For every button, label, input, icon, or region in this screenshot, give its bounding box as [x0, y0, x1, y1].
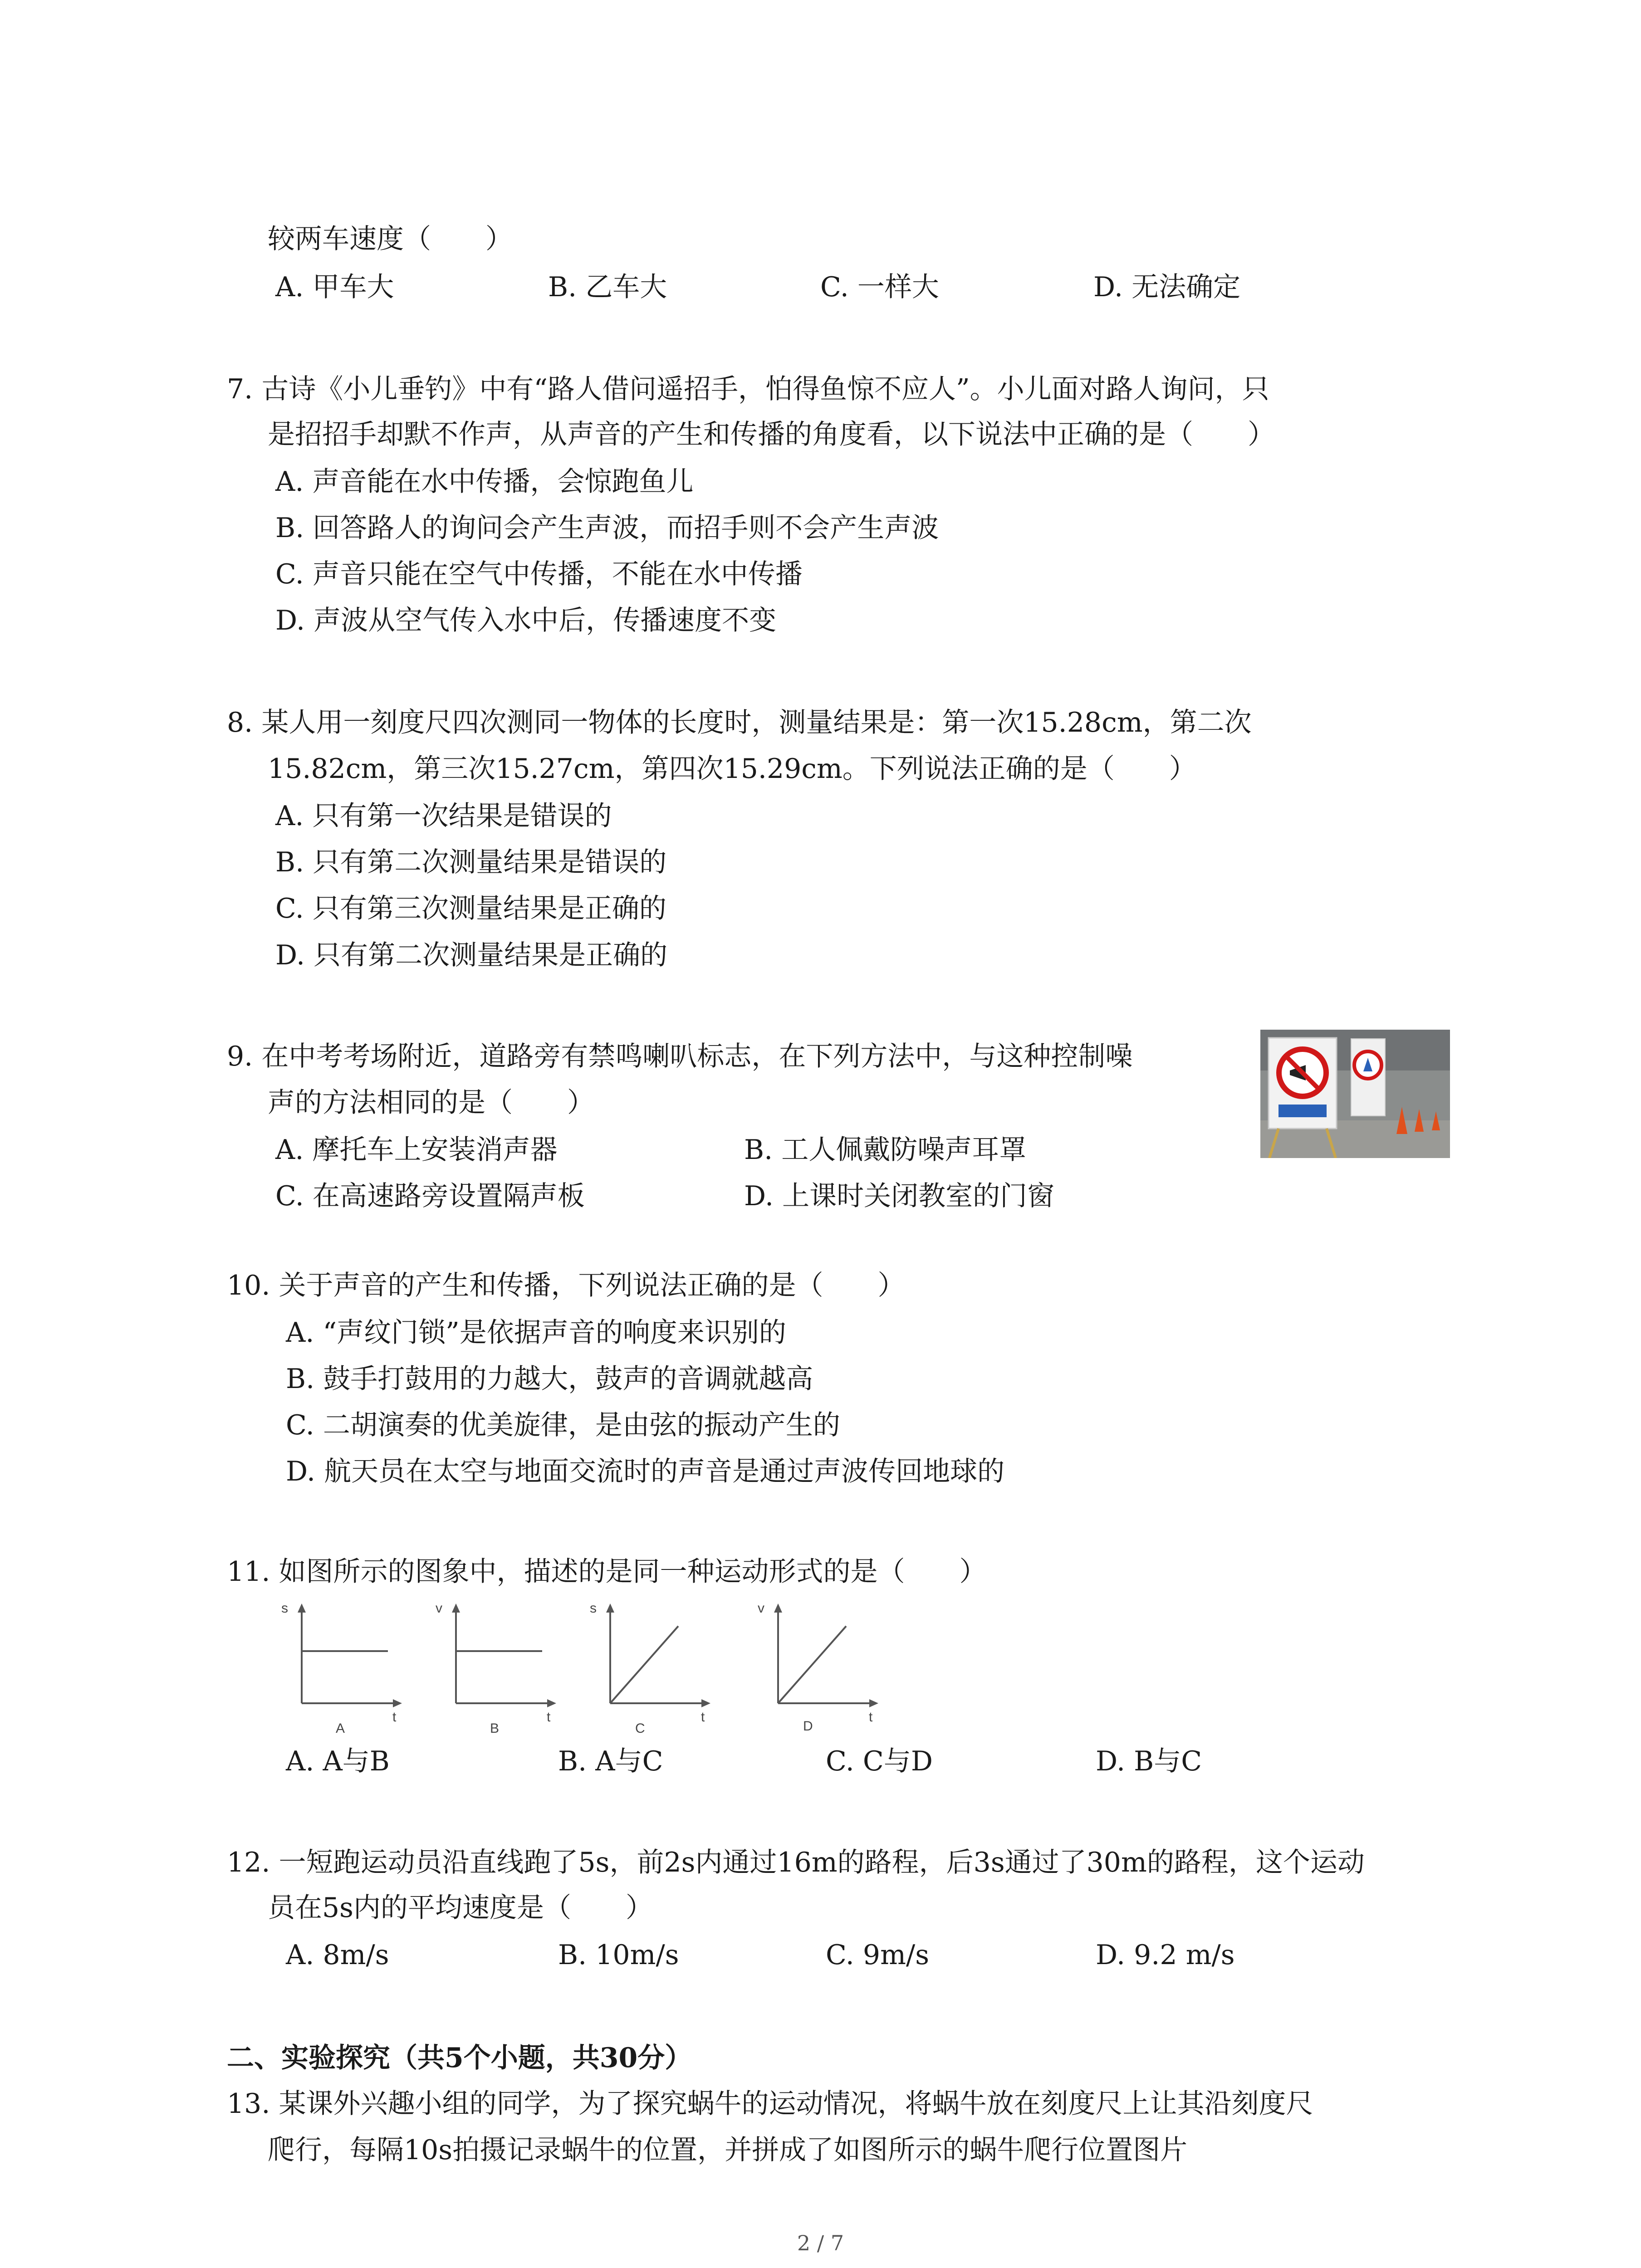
q8-option-b: B. 只有第二次测量结果是错误的: [275, 846, 667, 878]
q8-option-d: D. 只有第二次测量结果是正确的: [275, 939, 668, 971]
graph-a-caption: A: [336, 1721, 345, 1736]
graph-d-x-label: t: [869, 1710, 873, 1725]
graph-d-caption: D: [803, 1719, 813, 1734]
q6-option-d: D. 无法确定: [1093, 271, 1241, 303]
q7-option-d: D. 声波从空气传入水中后，传播速度不变: [275, 605, 777, 636]
q10-option-b: B. 鼓手打鼓用的力越大，鼓声的音调就越高: [286, 1363, 813, 1395]
graph-d: [744, 1599, 880, 1737]
graph-a: [268, 1599, 404, 1737]
q9-option-b: B. 工人佩戴防噪声耳罩: [744, 1134, 1027, 1166]
q8-stem-line1: 8. 某人用一刻度尺四次测同一物体的长度时，测量结果是：第一次15.28cm，第二次: [227, 707, 1252, 738]
q12-option-c: C. 9m/s: [826, 1939, 929, 1971]
q12-stem-line2: 员在5s内的平均速度是（ ）: [268, 1892, 653, 1924]
graph-b-x-label: t: [547, 1710, 551, 1725]
graph-b-y-label: v: [436, 1601, 442, 1616]
q7-stem-line2: 是招招手却默不作声，从声音的产生和传播的角度看，以下说法中正确的是（ ）: [268, 419, 1275, 450]
q13-stem-line1: 13. 某课外兴趣小组的同学，为了探究蜗牛的运动情况，将蜗牛放在刻度尺上让其沿刻度尺: [227, 2088, 1313, 2120]
q6-option-a: A. 甲车大: [275, 271, 394, 303]
graph-a-x-label: t: [392, 1710, 397, 1725]
q8-option-a: A. 只有第一次结果是错误的: [275, 800, 612, 832]
q7-option-c: C. 声音只能在空气中传播，不能在水中传播: [275, 558, 803, 590]
section-heading: 二、实验探究（共5个小题，共30分）: [227, 2042, 692, 2074]
q6-continuation: 较两车速度（ ）: [268, 223, 513, 255]
q7-stem-line1: 7. 古诗《小儿垂钓》中有“路人借问遥招手，怕得鱼惊不应人”。小儿面对路人询问，只: [227, 373, 1269, 405]
q11-option-a: A. A与B: [286, 1745, 390, 1777]
q12-option-d: D. 9.2 m/s: [1096, 1939, 1235, 1971]
graph-c-caption: C: [635, 1721, 645, 1736]
graph-c-x-label: t: [701, 1710, 705, 1725]
graph-c: [576, 1599, 712, 1737]
q9-stem-line1: 9. 在中考考场附近，道路旁有禁鸣喇叭标志，在下列方法中，与这种控制噪: [227, 1041, 1133, 1072]
graph-c-y-label: s: [590, 1601, 597, 1616]
q9-option-a: A. 摩托车上安装消声器: [275, 1134, 558, 1166]
q10-option-c: C. 二胡演奏的优美旋律，是由弦的振动产生的: [286, 1409, 840, 1441]
q11-option-d: D. B与C: [1096, 1745, 1202, 1777]
q11-stem: 11. 如图所示的图象中，描述的是同一种运动形式的是（ ）: [227, 1556, 987, 1588]
q10-stem: 10. 关于声音的产生和传播，下列说法正确的是（ ）: [227, 1270, 905, 1301]
graph-b: [422, 1599, 558, 1737]
q9-option-d: D. 上课时关闭教室的门窗: [744, 1180, 1055, 1212]
graph-a-y-label: s: [281, 1601, 288, 1616]
q12-option-a: A. 8m/s: [286, 1939, 389, 1971]
q8-option-c: C. 只有第三次测量结果是正确的: [275, 893, 666, 924]
q7-option-b: B. 回答路人的询问会产生声波，而招手则不会产生声波: [275, 512, 939, 544]
graph-b-caption: B: [490, 1721, 500, 1736]
q6-option-b: B. 乙车大: [548, 271, 667, 303]
q12-stem-line1: 12. 一短跑运动员沿直线跑了5s，前2s内通过16m的路程，后3s通过了30m的路程，这个运动: [227, 1847, 1365, 1878]
page-number: 2 / 7: [797, 2231, 844, 2255]
q10-option-d: D. 航天员在太空与地面交流时的声音是通过声波传回地球的: [286, 1456, 1005, 1487]
q11-option-c: C. C与D: [826, 1745, 933, 1777]
q10-option-a: A. “声纹门锁”是依据声音的响度来识别的: [286, 1317, 786, 1349]
q6-option-c: C. 一样大: [820, 271, 939, 303]
no-horn-sign-photo: [1260, 1030, 1450, 1158]
q13-stem-line2: 爬行，每隔10s拍摄记录蜗牛的位置，并拼成了如图所示的蜗牛爬行位置图片: [268, 2134, 1188, 2166]
q7-option-a: A. 声音能在水中传播，会惊跑鱼儿: [275, 466, 694, 498]
q12-option-b: B. 10m/s: [558, 1939, 679, 1971]
q9-option-c: C. 在高速路旁设置隔声板: [275, 1180, 585, 1212]
q8-stem-line2: 15.82cm，第三次15.27cm，第四次15.29cm。下列说法正确的是（ ）: [268, 753, 1196, 785]
graph-d-y-label: v: [758, 1601, 764, 1616]
q11-option-b: B. A与C: [558, 1745, 663, 1777]
q9-stem-line2: 声的方法相同的是（ ）: [268, 1087, 594, 1119]
